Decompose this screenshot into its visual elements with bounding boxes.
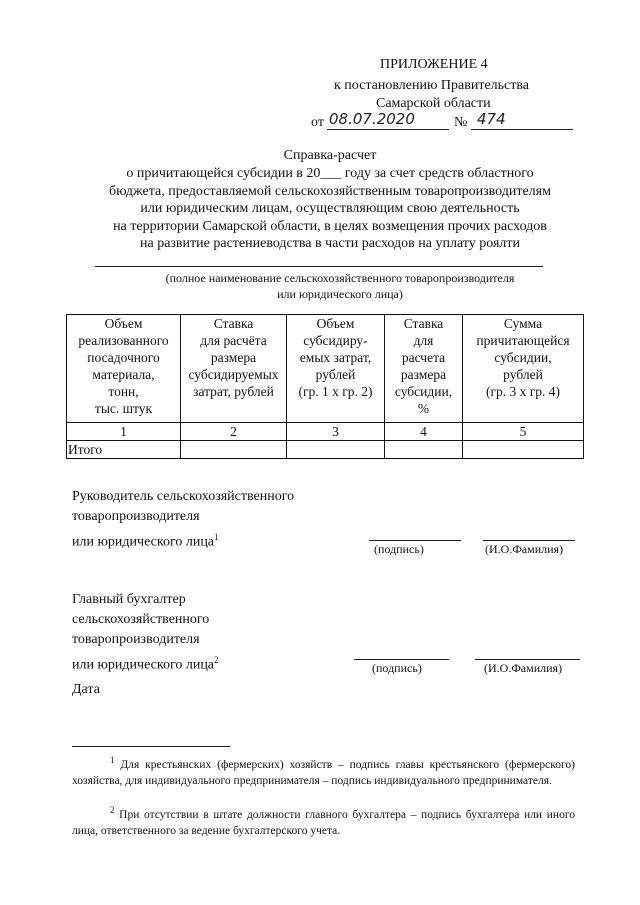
calculation-table: [66, 314, 584, 459]
appendix-label: ПРИЛОЖЕНИЕ 4: [380, 57, 488, 72]
title-line-2: о причитающейся субсидии в 20___ году за счет средств областного: [126, 166, 534, 181]
table-number-row: [67, 423, 584, 441]
head-title-line1: Руководитель сельскохозяйственного: [72, 489, 295, 504]
decree-line: к постановлению Правительства: [334, 78, 530, 93]
title-line-6: на развитие растениеводства в части расходов на уплату роялти: [139, 236, 520, 251]
table-cell: 4: [385, 423, 463, 441]
table-header-cell: Объем реализованного посадочного материала, тонн, тыс. штук: [67, 315, 181, 423]
producer-caption: [70, 270, 610, 302]
table-cell: 5: [463, 423, 584, 441]
producer-caption-line1: (полное наименование сельскохозяйственного товаропроизводителя: [165, 271, 515, 285]
region-line: Самарской области: [376, 96, 491, 111]
table-cell: [181, 441, 287, 459]
footnote-1-text: Для крестьянских (фермерских) хозяйств – подпись главы крестьянского (фермерского) хозяйства, для индивидуального предпринимателя – подпись индивидуального предпринимателя.: [72, 758, 575, 787]
footnote-ref-1: 1: [214, 532, 219, 542]
accountant-sign-line: [354, 659, 449, 660]
table-cell: [463, 441, 584, 459]
producer-name-line: [95, 266, 543, 267]
total-label: Итого: [67, 441, 181, 459]
accountant-title-line1: Главный бухгалтер: [72, 592, 186, 607]
table-header-cell: Объем субсидиру- емых затрат, рублей (гр. 1 х гр. 2): [287, 315, 385, 423]
title-line-5: на территории Самарской области, в целях возмещения прочих расходов: [113, 219, 547, 234]
footnote-1-mark: 1: [110, 755, 115, 765]
footnote-ref-2: 2: [214, 655, 219, 665]
number-field: [471, 112, 573, 130]
accountant-name-caption: (И.О.Фамилия): [484, 661, 563, 675]
accountant-title-line4: или юридического лица$^2$: [72, 655, 219, 673]
producer-caption-line2: или юридического лица): [277, 287, 403, 301]
table-cell: [385, 441, 463, 459]
table-header-cell: Ставка для расчета размера субсидии, %: [385, 315, 463, 423]
date-value: 08.07.2020: [329, 110, 415, 128]
footnote-separator: [72, 746, 230, 747]
decree-date-row: [311, 112, 576, 132]
number-prefix: №: [454, 115, 468, 130]
accountant-sign-caption: (подпись): [372, 661, 422, 675]
head-title-line3: или юридического лица$^1$: [72, 532, 219, 550]
head-name-line: [483, 540, 575, 541]
table-header-cell: Ставка для расчёта размера субсидируемых затрат, рублей: [181, 315, 287, 423]
footnote-2-text: При отсутствии в штате должности главного бухгалтера – подпись бухгалтера или иного лица, ответственного за ведение бухгалтерского учета.: [72, 808, 575, 837]
accountant-title-line2: сельскохозяйственного: [72, 612, 210, 627]
table-cell: 1: [67, 423, 181, 441]
table-header-row: [67, 315, 584, 423]
footnote-2: [72, 802, 575, 839]
table-header-cell: Сумма причитающейся субсидии, рублей (гр. 3 х гр. 4): [463, 315, 584, 423]
accountant-title-line3: товаропроизводителя: [72, 632, 200, 647]
table-total-row: [67, 441, 584, 459]
title-line-4: или юридическим лицам, осуществляющим свою деятельность: [140, 201, 520, 216]
head-title-line2: товаропроизводителя: [72, 509, 200, 524]
accountant-name-line: [475, 659, 580, 660]
accountant-signature-block: [72, 590, 219, 676]
date-prefix: от: [311, 115, 324, 130]
number-value: 474: [477, 110, 506, 128]
footnote-1: [72, 752, 575, 789]
title-line-3: бюджета, предоставляемой сельскохозяйственным товаропроизводителям: [109, 184, 551, 199]
head-signature-block: [72, 487, 294, 553]
table-cell: [287, 441, 385, 459]
table-cell: 2: [181, 423, 287, 441]
table-cell: 3: [287, 423, 385, 441]
head-sign-line: [369, 540, 461, 541]
doc-title: Справка-расчет: [283, 148, 377, 163]
head-name-caption: (И.О.Фамилия): [485, 542, 564, 556]
footnote-2-mark: 2: [110, 805, 115, 815]
head-sign-caption: (подпись): [374, 542, 424, 556]
date-label: Дата: [72, 682, 100, 697]
date-field: [327, 112, 449, 130]
